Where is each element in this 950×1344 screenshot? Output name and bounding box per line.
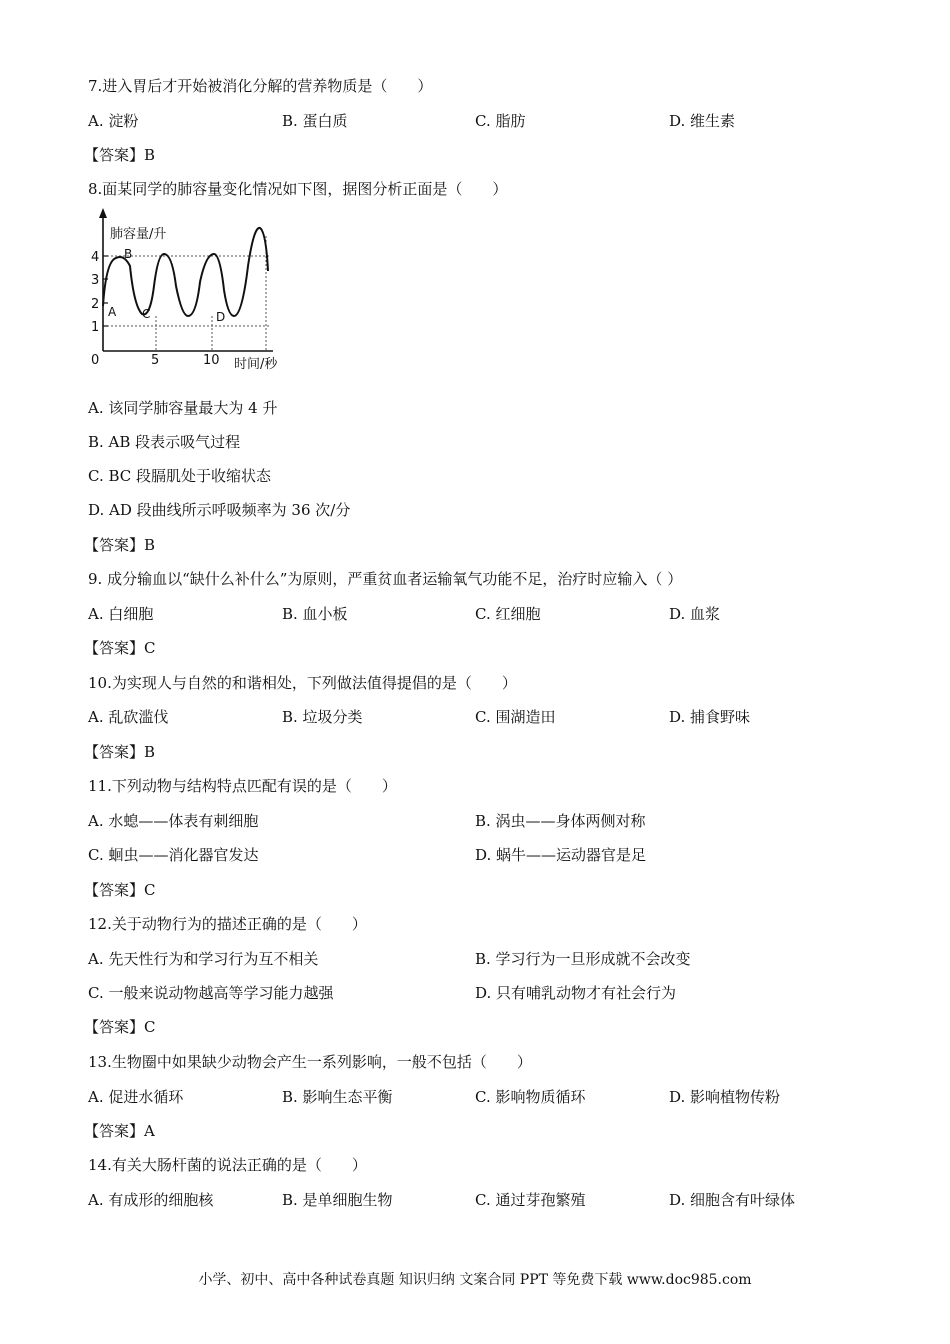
question-11-stem: 11.下列动物与结构特点匹配有误的是（ ） (88, 777, 397, 795)
question-10-option-d: D. 捕食野味 (669, 708, 751, 726)
question-7-option-a: A. 淀粉 (88, 112, 139, 130)
question-8-option-b: B. AB 段表示吸气过程 (88, 433, 241, 451)
point-label-c: C (142, 307, 151, 321)
question-13-option-a: A. 促进水循环 (88, 1088, 184, 1106)
question-7-option-b: B. 蛋白质 (282, 112, 348, 130)
question-10-answer: 【答案】B (84, 743, 156, 761)
x-tick-10: 10 (203, 353, 220, 368)
question-9-option-b: B. 血小板 (282, 605, 348, 623)
origin-label: 0 (91, 353, 100, 368)
question-9-option-c: C. 红细胞 (475, 605, 541, 623)
question-7-answer: 【答案】B (84, 146, 156, 164)
question-13-option-d: D. 影响植物传粉 (669, 1088, 781, 1106)
question-7-option-d: D. 维生素 (669, 112, 736, 130)
question-10-option-a: A. 乱砍滥伐 (88, 708, 169, 726)
question-11-option-b: B. 涡虫——身体两侧对称 (475, 812, 646, 830)
question-13-answer: 【答案】A (84, 1122, 155, 1140)
question-9-answer: 【答案】C (84, 639, 156, 657)
question-14-option-b: B. 是单细胞生物 (282, 1191, 393, 1209)
question-8-stem: 8.面某同学的肺容量变化情况如下图，据图分析正面是（ ） (88, 180, 508, 198)
question-12-option-b: B. 学习行为一旦形成就不会改变 (475, 950, 691, 968)
question-11-option-d: D. 蜗牛——运动器官是足 (475, 846, 647, 864)
y-axis-label: 肺容量/升 (110, 227, 167, 242)
question-11-answer: 【答案】C (84, 881, 156, 899)
question-11-option-c: C. 蛔虫——消化器官发达 (88, 846, 259, 864)
question-14-option-d: D. 细胞含有叶绿体 (669, 1191, 796, 1209)
question-11-option-a: A. 水螅——体表有刺细胞 (88, 812, 259, 830)
question-12-option-a: A. 先天性行为和学习行为互不相关 (88, 950, 319, 968)
x-tick-5: 5 (151, 353, 160, 368)
question-9-option-d: D. 血浆 (669, 605, 721, 623)
question-10-option-c: C. 围湖造田 (475, 708, 556, 726)
question-13-stem: 13.生物圈中如果缺少动物会产生一系列影响，一般不包括（ ） (88, 1053, 532, 1071)
point-label-b: B (124, 247, 133, 261)
x-axis-label: 时间/秒 (234, 357, 278, 372)
question-10-option-b: B. 垃圾分类 (282, 708, 363, 726)
question-14-option-c: C. 通过芽孢繁殖 (475, 1191, 586, 1209)
question-8-answer: 【答案】B (84, 536, 156, 554)
point-label-d: D (216, 310, 226, 324)
question-12-stem: 12.关于动物行为的描述正确的是（ ） (88, 915, 367, 933)
point-label-a: A (108, 305, 117, 319)
question-8-option-d: D. AD 段曲线所示呼吸频率为 36 次/分 (88, 501, 351, 519)
y-tick-3: 3 (91, 273, 100, 288)
question-14-stem: 14.有关大肠杆菌的说法正确的是（ ） (88, 1156, 367, 1174)
lung-capacity-figure (88, 206, 288, 376)
question-10-stem: 10.为实现人与自然的和谐相处，下列做法值得提倡的是（ ） (88, 674, 517, 692)
y-tick-4: 4 (91, 250, 100, 265)
y-tick-1: 1 (91, 320, 100, 335)
question-8-option-a: A. 该同学肺容量最大为 4 升 (88, 399, 278, 417)
page-footer: 小学、初中、高中各种试卷真题 知识归纳 文案合同 PPT 等免费下载 www.doc985.com (198, 1272, 752, 1288)
question-12-option-d: D. 只有哺乳动物才有社会行为 (475, 984, 677, 1002)
question-14-option-a: A. 有成形的细胞核 (88, 1191, 214, 1209)
question-9-stem: 9. 成分输血以“缺什么补什么”为原则，严重贫血者运输氧气功能不足，治疗时应输入（ ） (88, 570, 683, 588)
question-12-option-c: C. 一般来说动物越高等学习能力越强 (88, 984, 334, 1002)
question-7-option-c: C. 脂肪 (475, 112, 526, 130)
question-8-option-c: C. BC 段膈肌处于收缩状态 (88, 467, 272, 485)
question-7-stem: 7.进入胃后才开始被消化分解的营养物质是（ ） (88, 77, 433, 95)
question-12-answer: 【答案】C (84, 1018, 156, 1036)
question-9-option-a: A. 白细胞 (88, 605, 154, 623)
question-13-option-b: B. 影响生态平衡 (282, 1088, 393, 1106)
y-tick-2: 2 (91, 297, 100, 312)
question-13-option-c: C. 影响物质循环 (475, 1088, 586, 1106)
